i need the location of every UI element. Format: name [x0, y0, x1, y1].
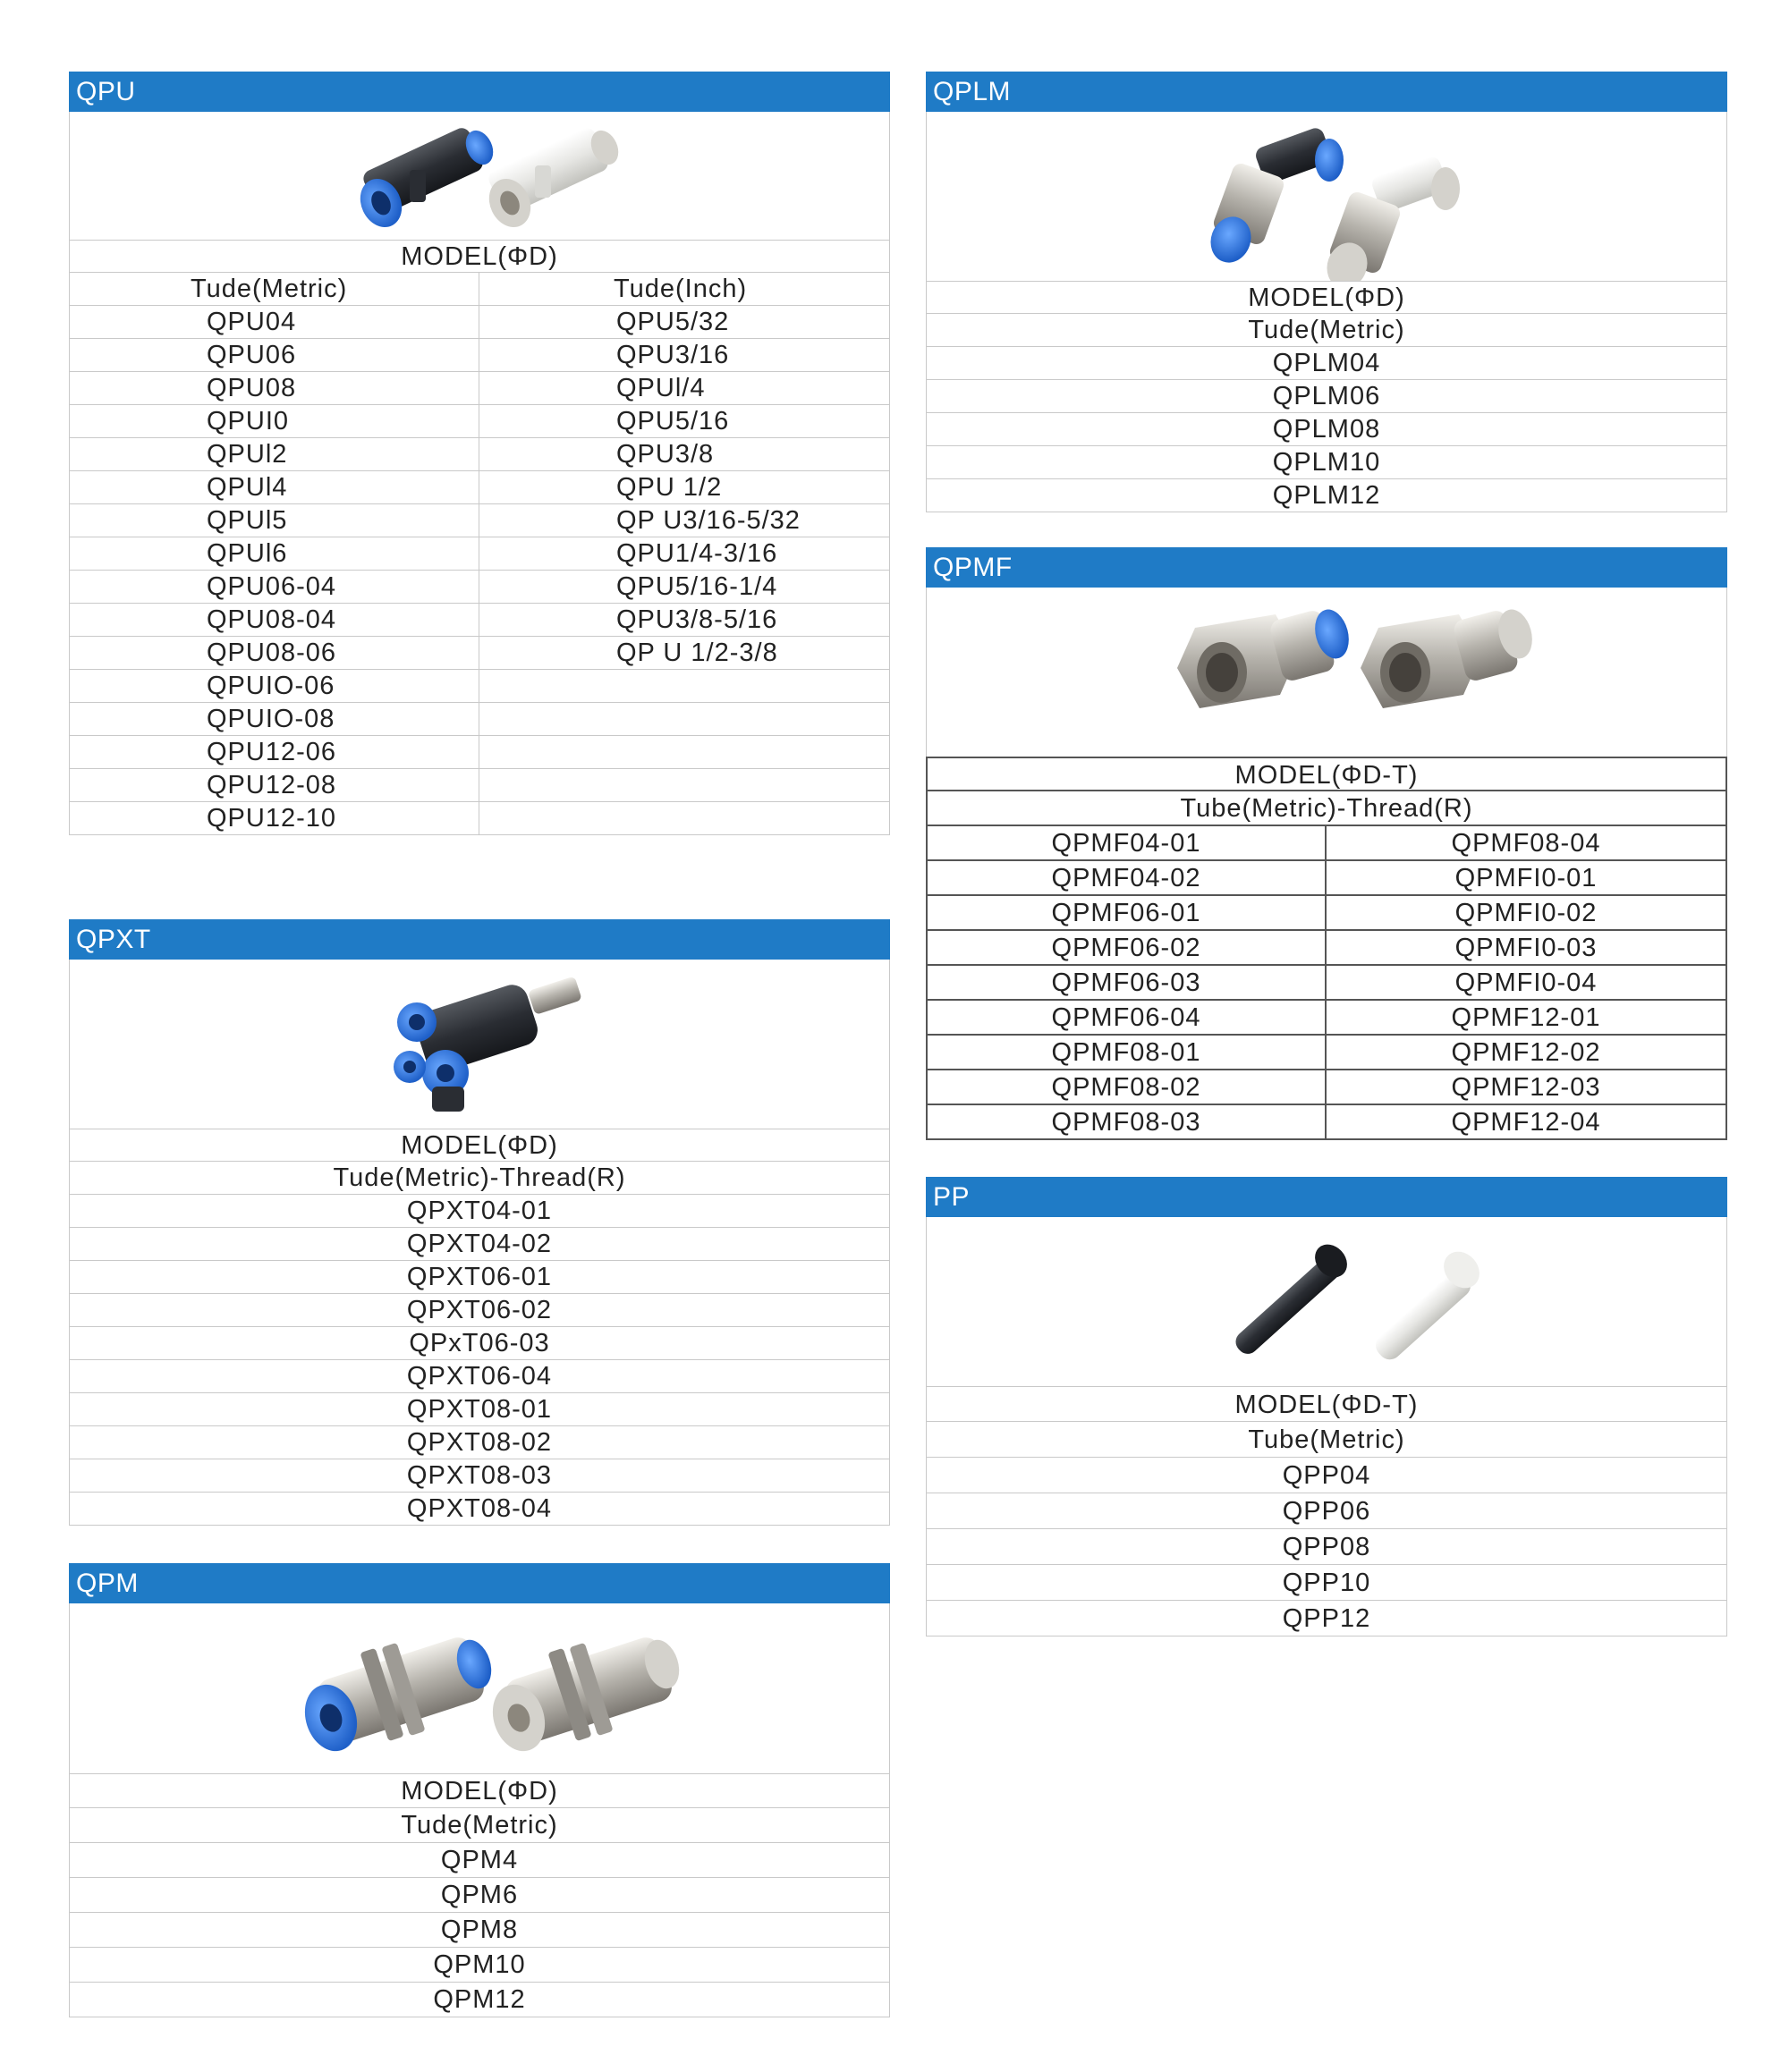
- table-row: [926, 861, 1727, 896]
- table-row: [69, 339, 890, 372]
- table-cell: QPU12-06: [70, 736, 479, 768]
- table-row: QPXT04-02: [69, 1228, 890, 1261]
- table-row: [69, 802, 890, 835]
- table-cell: QPMF08-02: [928, 1070, 1327, 1104]
- table-row: QPXT08-04: [69, 1493, 890, 1526]
- table-cell: QPMF04-02: [928, 861, 1327, 894]
- table-cell: QPMF06-04: [928, 1001, 1327, 1034]
- table-row: [69, 306, 890, 339]
- table-cell: QPUIO-08: [70, 703, 479, 735]
- table-cell: QPMF12-01: [1451, 1003, 1601, 1032]
- table-row: QPP04: [926, 1458, 1727, 1493]
- table-row: [69, 637, 890, 670]
- table-row: QPLM12: [926, 479, 1727, 512]
- pp-product-image: [926, 1217, 1727, 1386]
- elbow-bulkhead-black-fitting: [1204, 126, 1344, 268]
- table-cell: QPUIO-06: [70, 670, 479, 702]
- model-header: MODEL(ΦD): [926, 281, 1727, 314]
- pp-section: [926, 1177, 1727, 1636]
- subheader: Tude(Metric)-Thread(R): [69, 1162, 890, 1195]
- section-title: QPU: [69, 72, 890, 112]
- section-title: PP: [926, 1177, 1727, 1217]
- table-cell: QPMFI0-03: [1454, 934, 1598, 962]
- table-row: [926, 896, 1727, 931]
- table-cell: QPMF04-01: [928, 826, 1327, 859]
- qpmf-section: [926, 547, 1727, 1140]
- table-cell: QPU3/8-5/16: [616, 605, 778, 634]
- table-cell: QPMFI0-01: [1454, 864, 1598, 892]
- table-row: QPXT04-01: [69, 1195, 890, 1228]
- plug-black-fitting: [1232, 1238, 1354, 1357]
- elbow-bulkhead-white-fitting: [1320, 155, 1460, 281]
- table-row: [69, 438, 890, 471]
- table-row: QPM8: [69, 1913, 890, 1948]
- table-row: [926, 1105, 1727, 1140]
- table-row: QPLM04: [926, 347, 1727, 380]
- table-row: QPP08: [926, 1529, 1727, 1565]
- table-row: [69, 604, 890, 637]
- plug-white-fitting: [1371, 1245, 1487, 1365]
- inch-column-header: Tude(Inch): [614, 275, 748, 303]
- table-cell: [479, 703, 889, 735]
- table-row: [69, 571, 890, 604]
- bulkhead-union-white-fitting: [485, 1634, 685, 1758]
- table-row: [69, 504, 890, 537]
- table-cell: QPMF06-02: [928, 931, 1327, 964]
- qplm-section: [926, 72, 1727, 512]
- qpm-product-image: [69, 1603, 890, 1773]
- table-cell: QPU08: [70, 372, 479, 404]
- table-cell: QPMFI0-02: [1454, 899, 1598, 927]
- table-row: QPM6: [69, 1878, 890, 1913]
- table-row: [69, 537, 890, 571]
- male-y-fitting: [394, 976, 582, 1112]
- table-row: QPM12: [69, 1983, 890, 2017]
- model-header: MODEL(ΦD): [69, 1773, 890, 1808]
- table-row: [69, 372, 890, 405]
- model-header: MODEL(ΦD-T): [926, 1386, 1727, 1422]
- table-cell: QPU04: [70, 306, 479, 338]
- female-bulkhead-white-fitting: [1361, 605, 1538, 708]
- union-straight-white-fitting: [481, 125, 623, 234]
- table-cell: QPMF08-03: [928, 1105, 1327, 1138]
- table-cell: QPMF12-04: [1451, 1108, 1601, 1137]
- table-cell: QPMF06-03: [928, 966, 1327, 999]
- table-row: [926, 1070, 1727, 1105]
- table-cell: QPU5/16: [616, 407, 730, 436]
- table-cell: QP U 1/2-3/8: [616, 639, 778, 667]
- table-row: QPP10: [926, 1565, 1727, 1601]
- table-cell: QPUl/4: [616, 374, 706, 402]
- table-cell: QPMFI0-04: [1454, 968, 1598, 997]
- table-row: [69, 769, 890, 802]
- table-cell: QPU06: [70, 339, 479, 371]
- table-row: QPXT08-02: [69, 1426, 890, 1459]
- qpu-product-image: [69, 112, 890, 240]
- table-row: [69, 736, 890, 769]
- table-row: QPM4: [69, 1843, 890, 1878]
- table-row: [926, 1001, 1727, 1036]
- table-cell: QPU08-06: [70, 637, 479, 669]
- table-row: [926, 966, 1727, 1001]
- table-row: QPM10: [69, 1948, 890, 1983]
- model-header: MODEL(ΦD): [69, 1129, 890, 1162]
- qpxt-product-image: [69, 960, 890, 1129]
- table-row: QPLM10: [926, 446, 1727, 479]
- table-cell: QPMF08-04: [1451, 829, 1601, 858]
- section-title: QPXT: [69, 919, 890, 960]
- table-cell: QPMF06-01: [928, 896, 1327, 929]
- table-row: QPP06: [926, 1493, 1727, 1529]
- female-bulkhead-blue-fitting: [1177, 605, 1354, 708]
- table-cell: QPU 1/2: [616, 473, 723, 502]
- table-cell: [479, 802, 889, 834]
- union-straight-black-fitting: [352, 125, 498, 234]
- table-cell: QPU5/16-1/4: [616, 572, 778, 601]
- table-cell: [479, 670, 889, 702]
- table-cell: QPMF08-01: [928, 1036, 1327, 1069]
- qpm-section: [69, 1563, 890, 2017]
- table-row: QPLM06: [926, 380, 1727, 413]
- table-row: QPLM08: [926, 413, 1727, 446]
- section-title: QPM: [69, 1563, 890, 1603]
- table-cell: QPUI0: [70, 405, 479, 437]
- subheader: Tube(Metric): [926, 1422, 1727, 1458]
- section-title: QPMF: [926, 547, 1727, 588]
- table-cell: QPU12-10: [70, 802, 479, 834]
- table-cell: QPUl2: [70, 438, 479, 470]
- subheader: Tube(Metric)-Thread(R): [926, 791, 1727, 826]
- table-cell: QPUl5: [70, 504, 479, 537]
- table-row: QPP12: [926, 1601, 1727, 1636]
- model-header: MODEL(ΦD-T): [926, 757, 1727, 791]
- section-title: QPLM: [926, 72, 1727, 112]
- table-cell: QP U3/16-5/32: [616, 506, 801, 535]
- table-row: [926, 931, 1727, 966]
- qpxt-section: [69, 919, 890, 1526]
- subheader: Tude(Metric): [926, 314, 1727, 347]
- subheader: Tude(Metric): [69, 1808, 890, 1843]
- table-row: QPXT08-03: [69, 1459, 890, 1493]
- table-row: QPXT06-02: [69, 1294, 890, 1327]
- qpu-section: [69, 72, 890, 835]
- bulkhead-union-blue-fitting: [297, 1634, 497, 1758]
- table-row: [69, 670, 890, 703]
- table-cell: QPUl4: [70, 471, 479, 503]
- table-cell: QPU1/4-3/16: [616, 539, 778, 568]
- qplm-product-image: [926, 112, 1727, 281]
- table-cell: QPU12-08: [70, 769, 479, 801]
- table-row: [69, 471, 890, 504]
- table-cell: QPMF12-02: [1451, 1038, 1601, 1067]
- table-cell: QPMF12-03: [1451, 1073, 1601, 1102]
- table-cell: [479, 769, 889, 801]
- table-row: QPXT06-04: [69, 1360, 890, 1393]
- table-cell: QPU08-04: [70, 604, 479, 636]
- table-cell: QPUl6: [70, 537, 479, 570]
- table-row: QPXT08-01: [69, 1393, 890, 1426]
- metric-column-header: Tude(Metric): [70, 273, 479, 305]
- table-cell: QPU3/8: [616, 440, 715, 469]
- table-row: [69, 703, 890, 736]
- table-row: QPXT06-01: [69, 1261, 890, 1294]
- table-cell: QPU06-04: [70, 571, 479, 603]
- table-row: QPxT06-03: [69, 1327, 890, 1360]
- table-cell: [479, 736, 889, 768]
- qpmf-product-image: [926, 588, 1727, 757]
- table-cell: QPU5/32: [616, 308, 730, 336]
- table-row: [69, 405, 890, 438]
- table-row: [926, 826, 1727, 861]
- table-row: [926, 1036, 1727, 1070]
- model-header: MODEL(ΦD): [69, 240, 890, 273]
- column-headers: [69, 273, 890, 306]
- table-cell: QPU3/16: [616, 341, 730, 369]
